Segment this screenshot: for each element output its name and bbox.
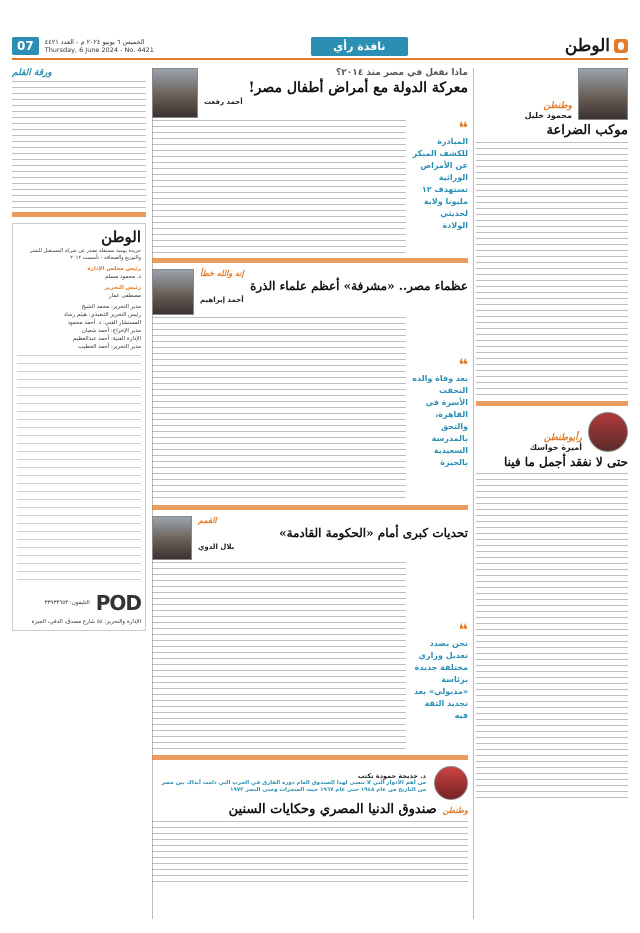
newspaper-logo [565, 36, 628, 56]
section-tab: نافذة رأي [311, 37, 407, 56]
author-name: أحمد رفعت [204, 98, 243, 107]
column-tag: وطنطن [442, 806, 468, 815]
article-1 [152, 68, 468, 118]
article-body [476, 142, 628, 397]
divider-line [476, 401, 628, 406]
author-name: أحمد إبراهيم [200, 295, 244, 304]
quote-icon: ❝ [458, 355, 468, 374]
pullquote: نحن بصدد تعديل وزاري مختلفة جديدة برئاسة «مدبولي» بعد تجديد الثقة فيه [414, 639, 468, 720]
staff-name: د. محمود مسلم [105, 274, 141, 280]
page-header [12, 34, 628, 60]
article-body [152, 821, 468, 883]
article-4 [152, 766, 468, 800]
column-tag: إنه والله خطأ [200, 269, 244, 278]
right-column [476, 68, 628, 807]
pullquote-box [412, 317, 468, 502]
column-tag: وطنطن [543, 101, 572, 111]
staff-title: رئيس مجلس الإدارة [87, 266, 141, 272]
chief-name: مصطفى عمار [108, 293, 141, 299]
divider-line [152, 258, 468, 263]
author-name: محمود خليل [524, 111, 572, 120]
staff-entry: مدير التحرير: أحمد الخطيب [78, 344, 141, 350]
staff-block [17, 265, 141, 351]
author-name: د. خديجة حمودة تكتب [357, 771, 426, 780]
dateline-group [12, 37, 154, 55]
masthead-logo: الوطن [101, 228, 141, 246]
quote-icon: ❝ [458, 118, 468, 137]
pod-logo: POD [95, 591, 141, 615]
article-body [12, 81, 146, 209]
page-number: 07 [12, 37, 39, 55]
pullquote-box [412, 120, 468, 255]
staff-entry: المستشار الفني: د. أحمد محمود [67, 320, 141, 326]
article-body [476, 473, 628, 803]
article-kicker: ماذا نفعل في مصر منذ ٢٠١٤؟ [336, 68, 468, 78]
masthead-subtitle: جريدة يومية مستقلة تصدر عن شركة المستقبل للنشر والتوزيع والصحافة - تأسست ٢٠١٢ [29, 248, 141, 261]
article-body [152, 562, 406, 752]
article-3 [152, 516, 468, 560]
author-photo [152, 269, 194, 315]
staff-entry: مدير الإخراج: أحمد شعبان [81, 328, 141, 334]
pullquote: المبادرة للكشف المبكر عن الأمراض الوراثية تستهدف ١٢ مليونا ولاية لحديثي الولادة [412, 137, 468, 230]
pullquote-box [412, 562, 468, 752]
address-info: الإدارة والتحرير: ٥٤ شارع مصدق، الدقي، الجيزة [31, 619, 141, 625]
date-english: Thursday, 6 June 2024 - No. 4421 [44, 46, 154, 54]
masthead-box [12, 223, 146, 631]
author-photo [578, 68, 628, 120]
staff-entry: مدير التحرير: محمد الشيخ [81, 304, 141, 310]
author-name: بلال الدوي [198, 542, 235, 551]
chief-title: رئيس التحرير [104, 285, 141, 291]
phone-info: التليفون: ٣٣٩٣٣٦٥٣ [44, 600, 90, 606]
pullquote: من أهم الأدوار التي لا تنسى لهذا الصندوق العام دوره الفارق في الحرب التي دامت آنذاك بين مصر من التاريخ من عام ١٩٤٨ حتى عام ١٩٦٧ حيث المنجزات وحتى النصر ١٩٧٣ [161, 779, 426, 793]
author-photo [588, 412, 628, 452]
divider-line [152, 505, 468, 510]
staff-list-body [17, 355, 141, 585]
article-2 [152, 269, 468, 315]
author-block [476, 412, 628, 452]
date-arabic: الخميس ٦ يونيو ٢٠٢٤ م - العدد ٤٤٢١ [44, 37, 145, 46]
article-body [152, 317, 406, 502]
divider-line [152, 755, 468, 760]
column-tag: القمم [198, 516, 217, 525]
author-block [476, 68, 628, 120]
article-headline: تحديات كبرى أمام «الحكومة القادمة» [279, 526, 468, 540]
article-headline: حتى لا نفقد أجمل ما فينا [503, 454, 628, 469]
article-headline: موكب الضراعة [546, 123, 628, 138]
staff-entry: الإدارة الفنية: أحمد عبدالعظيم [72, 336, 141, 342]
quote-icon: ❝ [458, 620, 468, 639]
left-column [12, 68, 146, 631]
article-headline: صندوق الدنيا المصري وحكايات السنين [228, 802, 437, 817]
column-tag: ورقة القلم [12, 68, 52, 78]
divider-line [12, 212, 146, 217]
article-body [152, 120, 406, 255]
article-headline: عظماء مصر.. «مشرفة» أعظم علماء الذرة [250, 279, 468, 293]
middle-column [152, 68, 468, 883]
column-tag: رأيوطنطن [543, 432, 582, 443]
column-divider [473, 68, 474, 919]
logo-mark-icon [614, 39, 628, 53]
pullquote: بعد وفاة والده التحقت الأسرة في القاهرة، والتحق بالمدرسة السعيدية بالجيزة [412, 374, 468, 467]
article-headline: معركة الدولة مع أمراض أطفال مصر! [248, 80, 468, 96]
staff-entry: رئيس التحرير التنفيذي: هيثم رشاد [63, 312, 141, 318]
author-photo [152, 68, 198, 118]
dateline [45, 38, 154, 54]
author-name: أميرة خواسك [529, 442, 582, 452]
logo-text: الوطن [564, 36, 610, 56]
author-photo [434, 766, 468, 800]
author-photo [152, 516, 192, 560]
